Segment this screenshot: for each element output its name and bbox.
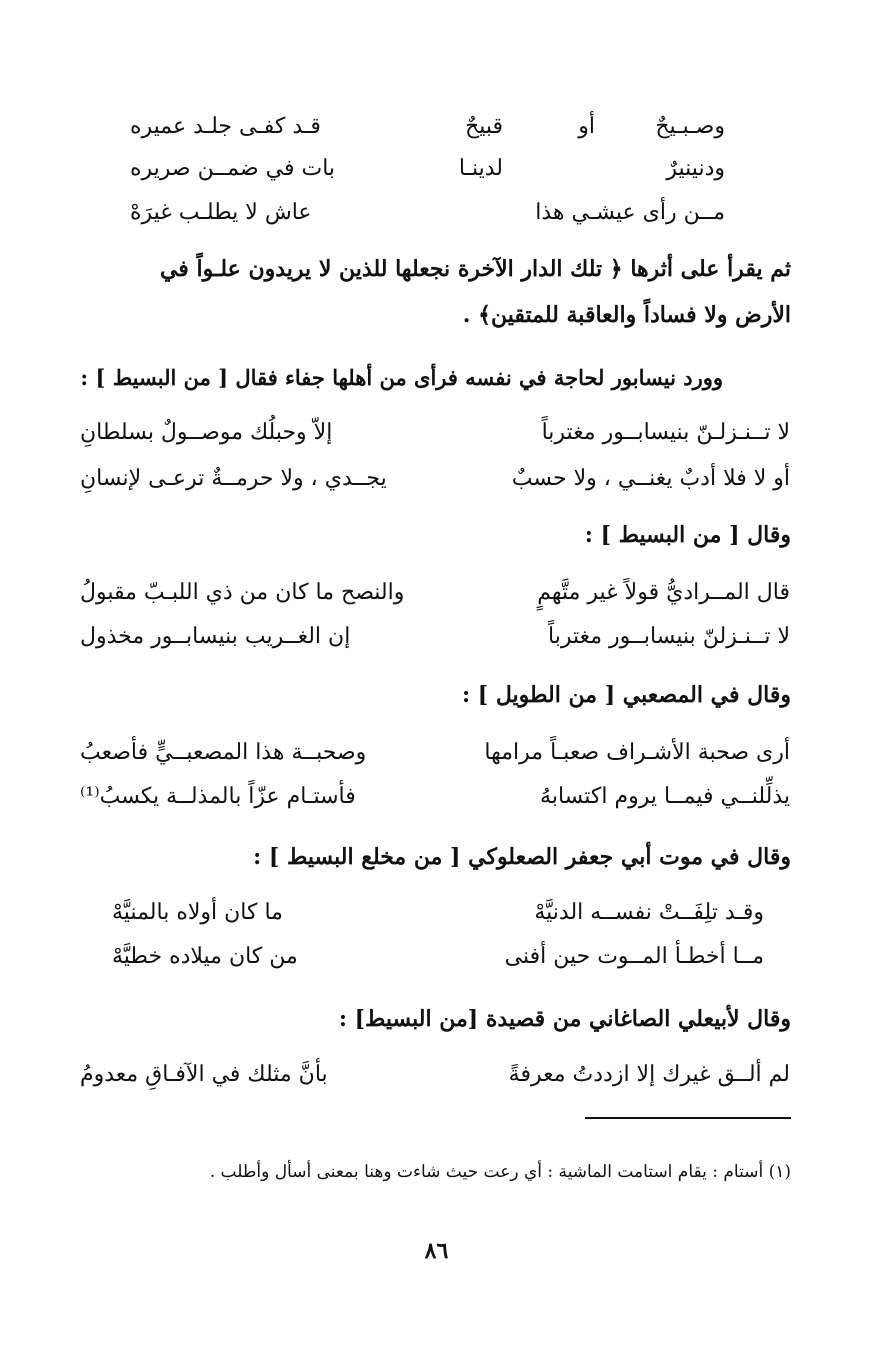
poem4-first-hemistich: أرى صحبة الأشـراف صعبـاً مرامها [484, 740, 790, 765]
poem1-word: بات في ضمــن صريره [130, 156, 336, 181]
poem2-verse-2 [80, 462, 790, 496]
paragraph-line-2: الأرض ولا فساداً والعاقبة للمتقين﴾ . [462, 302, 791, 328]
poem6-second-hemistich: بأنَّ مثلك في الآفـاقِ معدومُ [80, 1062, 328, 1087]
poem5-second-hemistich: ما كان أولاه بالمنيَّهْ [112, 900, 283, 925]
poem3-first-hemistich: لا تــنـزلنّ بنيسابــور مغترباً [548, 624, 790, 649]
poem1-word: عاش لا يطلـب غيرَهْ [130, 200, 312, 225]
poem5-verse-1 [112, 896, 764, 930]
intro-line-1: وورد نيسابور لحاجة في نفسه فرأى من أهلها جفاء فقال [ من البسيط ] : [80, 365, 723, 390]
poem2-first-hemistich: لا تــنـزلـنّ بنيسابــور مغترباً [541, 420, 790, 445]
poem4-verse-1 [80, 736, 790, 770]
poem1-word: أو [578, 114, 595, 139]
poem5-second-hemistich: من كان ميلاده خطيَّهْ [112, 944, 298, 969]
footnote: (١) أستام : يقام استامت الماشية : أي رعت حيث شاءت وهنا بمعنى أسأل وأطلب . [209, 1162, 791, 1182]
poem3-verse-1 [80, 576, 790, 610]
poem4-second-hemistich: وصحبــة هذا المصعبــيٍّ فأصعبُ [80, 740, 367, 765]
footnote-divider [585, 1117, 791, 1119]
intro-line-5: وقال لأبيعلي الصاغاني من قصيدة [من البسيط] : [338, 1006, 791, 1032]
poem2-first-hemistich: أو لا فلا أدبٌ يغنــي ، ولا حسبٌ [511, 466, 790, 491]
poem1-word: مــن رأى عيشـي هذا [535, 200, 725, 225]
intro-line-4: وقال في موت أبي جعفر الصعلوكي [ من مخلع البسيط ] : [253, 844, 791, 870]
page-number: ٨٦ [424, 1238, 449, 1264]
poem6-first-hemistich: لم ألــق غيرك إلا ازددتُ معرفةً [508, 1062, 790, 1087]
paragraph-line-1: ثم يقرأ على أثرها ﴿ تلك الدار الآخرة نجعلها للذين لا يريدون علـواً في [159, 256, 791, 282]
poem5-verse-2 [112, 940, 764, 974]
intro-line-3: وقال في المصعبي [ من الطويل ] : [462, 682, 791, 708]
poem4-first-hemistich: يذلِّلنــي فيمــا يروم اكتسابهُ [540, 784, 790, 809]
poem2-second-hemistich: يجــدي ، ولا حرمــةٌ ترعـى لإنسانِ [80, 466, 387, 491]
intro-line-2: وقال [ من البسيط ] : [584, 522, 791, 548]
poem1-word: قبيحٌ [465, 114, 503, 139]
poem1-line-2 [130, 152, 725, 186]
poem4-second-hemistich: فأستـام عزّاً بالمذلــة يكسبُ⁽¹⁾ [80, 784, 356, 809]
poem1-word: لدينـا [458, 156, 503, 181]
poem3-verse-2 [80, 620, 790, 654]
poem3-first-hemistich: قال المــراديُّ قولاً غير متَّهمٍ [537, 580, 790, 605]
poem5-first-hemistich: وقـد تلِفَــتْ نفســه الدنيَّهْ [534, 900, 764, 925]
poem1-word: وصـبـيحٌ [655, 114, 725, 139]
poem2-second-hemistich: إلاّ وحبلُك موصــولٌ بسلطانِ [80, 420, 333, 445]
poem1-line-1 [130, 110, 725, 144]
poem2-verse-1 [80, 416, 790, 450]
poem1-word: قـد كفـى جلـد عميره [130, 114, 321, 139]
poem1-word: ودنينيرٌ [666, 156, 725, 181]
poem5-first-hemistich: مــا أخطـأ المــوت حين أفنى [504, 944, 764, 969]
poem1-line-3 [130, 196, 725, 230]
poem3-second-hemistich: والنصح ما كان من ذي اللبـبّ مقبولُ [80, 580, 405, 605]
poem6-verse-1 [80, 1058, 790, 1092]
poem3-second-hemistich: إن الغــريب بنيسابــور مخذول [80, 624, 351, 649]
poem4-verse-2 [80, 780, 790, 814]
